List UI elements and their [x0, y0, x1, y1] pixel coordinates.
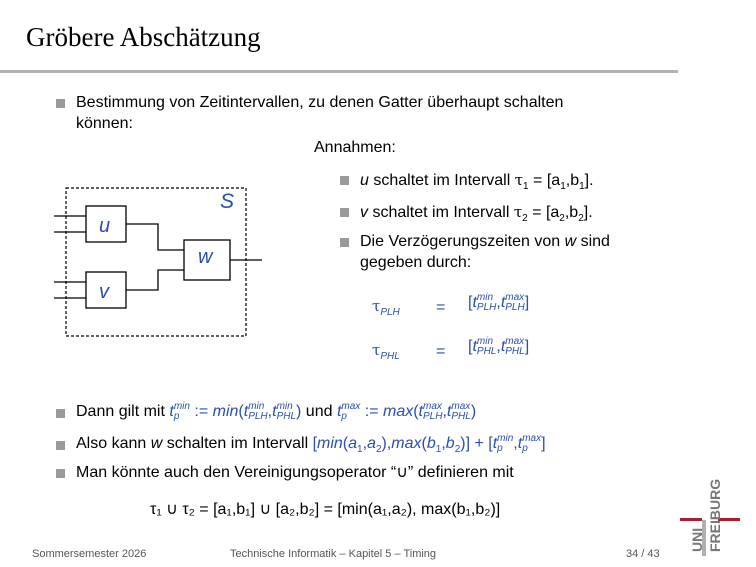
university-logo: [680, 478, 740, 558]
intro-line-1: Bestimmung von Zeitintervallen, zu denen Gatter überhaupt schalten: [76, 94, 564, 111]
tau-phl-lhs: $\tau_{PHL}$: [372, 341, 400, 362]
assumption-delay-line-2: gegeben durch:: [360, 254, 472, 271]
bullet-marker: [340, 208, 349, 217]
footer-page-number: 34 / 43: [626, 548, 660, 560]
bullet-marker: [340, 238, 349, 247]
bullet-marker: [56, 441, 65, 450]
footer-course: Technische Informatik – Kapitel 5 – Timing: [230, 548, 437, 560]
bullet-marker: [56, 99, 65, 108]
tau-plh-lhs: $\tau_{PLH}$: [372, 297, 400, 318]
bullet-marker: [56, 409, 65, 418]
assumption-v: v schaltet im Intervall $\tau_2 = [a_2,b_2]$.: [360, 203, 593, 225]
gate-w-label: w: [198, 246, 213, 268]
bullet-switch-interval: Also kann w schalten im Intervall $[\min(a_1,a_2),\max(b_1,b_2)] + [t$ min p ,t max p ]: [76, 433, 546, 456]
slide-title: Gröbere Abschätzung: [26, 22, 261, 52]
tau-phl-interval: [t min PHL ,t max PHL ]: [468, 336, 530, 357]
assumption-u: u schaltet im Intervall $\tau_1 = [a_1,b_1]$.: [360, 171, 594, 193]
assumptions-heading: Annahmen:: [314, 139, 396, 156]
equals-sign: =: [436, 343, 446, 360]
gate-u-label: u: [99, 215, 111, 237]
logo-text-uni: UNI: [689, 527, 705, 552]
assumption-delay-line-1: Die Verzögerungszeiten von w sind: [360, 233, 610, 250]
logo-text-freiburg: FREIBURG: [707, 478, 723, 552]
title-rule: [0, 70, 678, 73]
gate-v-label: v: [99, 281, 109, 303]
circuit-wires: [54, 216, 262, 298]
bullet-union-operator: Man könnte auch den Vereinigungsoperator “∪” definieren mit: [76, 464, 514, 481]
equals-sign: =: [436, 299, 446, 316]
tau-plh-interval: [t min PLH ,t max PLH ]: [468, 292, 530, 313]
bullet-marker: [340, 176, 349, 185]
circuit-diagram: [50, 180, 270, 340]
union-equation: τ₁ ∪ τ₂ = [a₁,b₁] ∪ [a₂,b₂] = [min(a₁,a₂), max(b₁,b₂)]: [150, 501, 501, 518]
subcircuit-label: S: [220, 190, 235, 213]
bullet-marker: [56, 469, 65, 478]
intro-line-2: können:: [76, 115, 133, 132]
bullet-tp-definition: Dann gilt mit t min p := min(t min PLH ,t min PHL ) und t max p := max(t max PLH ,t max PHL ): [76, 401, 477, 422]
footer-semester: Sommersemester 2026: [32, 548, 147, 560]
